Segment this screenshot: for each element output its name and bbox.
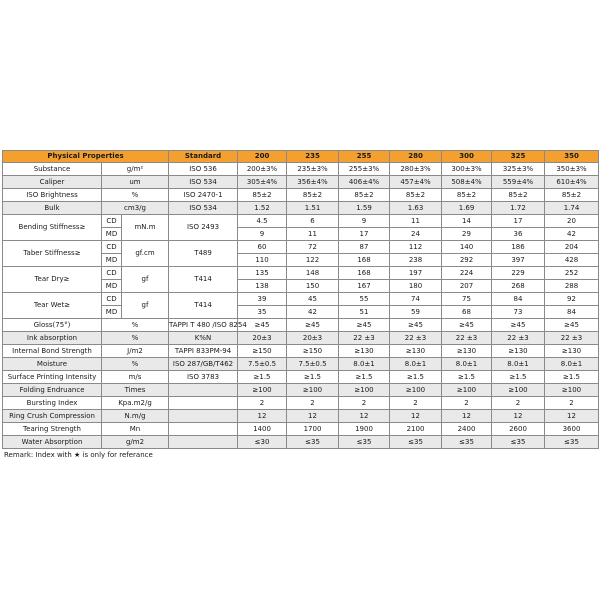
value-cell: 85±2 (339, 189, 390, 202)
value-cell: 406±4% (339, 176, 390, 189)
property-unit: gf (122, 293, 169, 319)
property-name (3, 215, 102, 241)
direction-md: MD (102, 306, 122, 319)
header-row (3, 151, 599, 163)
value-cell: 2400 (442, 423, 492, 436)
header-grade: 350 (545, 151, 599, 163)
property-standard (169, 384, 238, 397)
value-cell: ≥100 (390, 384, 442, 397)
property-name: Ink absorption (3, 332, 102, 345)
property-name: Moisture (3, 358, 102, 371)
spec-sheet (2, 150, 598, 461)
value-cell: ≥1.5 (492, 371, 545, 384)
value-cell: ≥130 (545, 345, 599, 358)
value-cell: 12 (287, 410, 339, 423)
property-unit: % (102, 358, 169, 371)
property-standard: ISO 536 (169, 163, 238, 176)
value-cell: 288 (545, 280, 599, 293)
property-standard (169, 397, 238, 410)
table-row (3, 319, 599, 332)
value-cell: 45 (287, 293, 339, 306)
direction-cd: CD (102, 215, 122, 228)
value-cell: 224 (442, 267, 492, 280)
value-cell: 12 (238, 410, 287, 423)
property-unit: cm3/g (102, 202, 169, 215)
table-row (3, 176, 599, 189)
value-cell: 1400 (238, 423, 287, 436)
value-cell: 85±2 (390, 189, 442, 202)
property-name: Ring Crush Compression (3, 410, 102, 423)
value-cell: ≥150 (238, 345, 287, 358)
value-cell: ≥45 (339, 319, 390, 332)
table-row (3, 241, 599, 254)
property-name-text: Bending Stiffness (18, 223, 80, 231)
value-cell: ≥1.5 (545, 371, 599, 384)
table-row (3, 436, 599, 449)
property-unit: % (102, 332, 169, 345)
property-name-text: Tear Wet (33, 301, 65, 309)
value-cell: 229 (492, 267, 545, 280)
value-cell: 2 (287, 397, 339, 410)
value-cell: ≥1.5 (287, 371, 339, 384)
value-cell: 2 (238, 397, 287, 410)
value-cell: 508±4% (442, 176, 492, 189)
property-name (3, 241, 102, 267)
property-standard: T414 (169, 293, 238, 319)
property-unit: Times (102, 384, 169, 397)
value-cell: 20 (545, 215, 599, 228)
value-cell: 51 (339, 306, 390, 319)
value-cell: 12 (545, 410, 599, 423)
value-cell: ≥130 (339, 345, 390, 358)
value-cell: 85±2 (238, 189, 287, 202)
property-unit: % (102, 189, 169, 202)
value-cell: 35 (238, 306, 287, 319)
min-arrow-icon: ≥ (74, 249, 81, 257)
property-name: Caliper (3, 176, 102, 189)
value-cell: 85±2 (492, 189, 545, 202)
value-cell: 3600 (545, 423, 599, 436)
property-unit: gf.cm (122, 241, 169, 267)
value-cell: 610±4% (545, 176, 599, 189)
property-name: Water Absorption (3, 436, 102, 449)
property-name: Bulk (3, 202, 102, 215)
value-cell: 84 (545, 306, 599, 319)
direction-cd: CD (102, 293, 122, 306)
value-cell: 1.52 (238, 202, 287, 215)
value-cell: 204 (545, 241, 599, 254)
property-standard (169, 436, 238, 449)
table-row (3, 163, 599, 176)
value-cell: 55 (339, 293, 390, 306)
property-unit: um (102, 176, 169, 189)
property-name: Folding Endruance (3, 384, 102, 397)
value-cell: 12 (442, 410, 492, 423)
header-grade: 255 (339, 151, 390, 163)
value-cell: 252 (545, 267, 599, 280)
table-row (3, 345, 599, 358)
value-cell: 87 (339, 241, 390, 254)
property-standard: TAPPI 833PM-94 (169, 345, 238, 358)
property-name: Internal Bond Strength (3, 345, 102, 358)
value-cell: 428 (545, 254, 599, 267)
value-cell: 8.0±1 (339, 358, 390, 371)
remark-note: Remark: Index with ★ is only for referance (4, 451, 153, 459)
value-cell: ≥100 (339, 384, 390, 397)
value-cell: ≥45 (390, 319, 442, 332)
min-arrow-icon: ≥ (64, 301, 71, 309)
value-cell: 292 (442, 254, 492, 267)
header-grade: 235 (287, 151, 339, 163)
property-name (3, 267, 102, 293)
property-name: Tearing Strength (3, 423, 102, 436)
property-unit: % (102, 319, 169, 332)
value-cell: 1.74 (545, 202, 599, 215)
value-cell: 7.5±0.5 (287, 358, 339, 371)
header-grade: 200 (238, 151, 287, 163)
value-cell: 1.69 (442, 202, 492, 215)
value-cell: ≤35 (545, 436, 599, 449)
value-cell: 9 (339, 215, 390, 228)
value-cell: 350±3% (545, 163, 599, 176)
property-standard: TAPPI T 480 /ISO 8254 (169, 319, 238, 332)
value-cell: 1700 (287, 423, 339, 436)
value-cell: 2100 (390, 423, 442, 436)
value-cell: 2 (390, 397, 442, 410)
property-name (3, 293, 102, 319)
value-cell: 207 (442, 280, 492, 293)
property-standard (169, 423, 238, 436)
value-cell: ≤35 (339, 436, 390, 449)
table-row (3, 397, 599, 410)
value-cell: 4.5 (238, 215, 287, 228)
value-cell: 20±3 (287, 332, 339, 345)
value-cell: 8.0±1 (492, 358, 545, 371)
property-name: Surface Printing Intensity (3, 371, 102, 384)
property-unit: mN.m (122, 215, 169, 241)
value-cell: ≥150 (287, 345, 339, 358)
table-row (3, 384, 599, 397)
value-cell: 2 (492, 397, 545, 410)
value-cell: 2 (545, 397, 599, 410)
value-cell: 22 ±3 (390, 332, 442, 345)
direction-md: MD (102, 254, 122, 267)
property-standard: ISO 3783 (169, 371, 238, 384)
value-cell: 22 ±3 (492, 332, 545, 345)
value-cell: ≥100 (492, 384, 545, 397)
value-cell: 29 (442, 228, 492, 241)
header-grade: 325 (492, 151, 545, 163)
value-cell: 36 (492, 228, 545, 241)
property-standard: ISO 534 (169, 176, 238, 189)
value-cell: ≤35 (287, 436, 339, 449)
value-cell: 305±4% (238, 176, 287, 189)
value-cell: 110 (238, 254, 287, 267)
table-row (3, 423, 599, 436)
table-row (3, 293, 599, 306)
table-row (3, 189, 599, 202)
value-cell: 197 (390, 267, 442, 280)
header-grade: 300 (442, 151, 492, 163)
value-cell: ≥45 (287, 319, 339, 332)
property-standard: ISO 287/GB/T462 (169, 358, 238, 371)
table-row (3, 215, 599, 228)
value-cell: 2600 (492, 423, 545, 436)
table-row (3, 410, 599, 423)
value-cell: 85±2 (442, 189, 492, 202)
value-cell: 17 (339, 228, 390, 241)
value-cell: 22 ±3 (442, 332, 492, 345)
direction-cd: CD (102, 267, 122, 280)
value-cell: 73 (492, 306, 545, 319)
value-cell: 122 (287, 254, 339, 267)
value-cell: 268 (492, 280, 545, 293)
min-arrow-icon: ≥ (63, 275, 70, 283)
value-cell: ≥45 (492, 319, 545, 332)
value-cell: 255±3% (339, 163, 390, 176)
value-cell: 167 (339, 280, 390, 293)
property-standard: T489 (169, 241, 238, 267)
value-cell: 1.51 (287, 202, 339, 215)
header-grade: 280 (390, 151, 442, 163)
value-cell: 75 (442, 293, 492, 306)
value-cell: 14 (442, 215, 492, 228)
value-cell: 325±3% (492, 163, 545, 176)
value-cell: 238 (390, 254, 442, 267)
value-cell: 397 (492, 254, 545, 267)
value-cell: 42 (287, 306, 339, 319)
table-row (3, 332, 599, 345)
value-cell: 457±4% (390, 176, 442, 189)
value-cell: 150 (287, 280, 339, 293)
table-row (3, 202, 599, 215)
value-cell: 12 (390, 410, 442, 423)
value-cell: ≥130 (390, 345, 442, 358)
value-cell: 11 (390, 215, 442, 228)
value-cell: 20±3 (238, 332, 287, 345)
value-cell: ≥45 (238, 319, 287, 332)
value-cell: 12 (339, 410, 390, 423)
value-cell: ≥45 (442, 319, 492, 332)
value-cell: 85±2 (545, 189, 599, 202)
value-cell: 148 (287, 267, 339, 280)
value-cell: 72 (287, 241, 339, 254)
value-cell: ≥100 (545, 384, 599, 397)
direction-cd: CD (102, 241, 122, 254)
value-cell: 22 ±3 (545, 332, 599, 345)
value-cell: ≥100 (442, 384, 492, 397)
property-unit: gf (122, 267, 169, 293)
value-cell: ≥1.5 (238, 371, 287, 384)
value-cell: 12 (492, 410, 545, 423)
header-standard: Standard (169, 151, 238, 163)
value-cell: 235±3% (287, 163, 339, 176)
value-cell: 186 (492, 241, 545, 254)
value-cell: ≥45 (545, 319, 599, 332)
value-cell: ≥130 (442, 345, 492, 358)
property-unit: m/s (102, 371, 169, 384)
value-cell: 24 (390, 228, 442, 241)
value-cell: 280±3% (390, 163, 442, 176)
table-row (3, 371, 599, 384)
value-cell: 8.0±1 (390, 358, 442, 371)
value-cell: 140 (442, 241, 492, 254)
value-cell: 168 (339, 254, 390, 267)
value-cell: 1900 (339, 423, 390, 436)
value-cell: ≥130 (492, 345, 545, 358)
value-cell: 168 (339, 267, 390, 280)
value-cell: 84 (492, 293, 545, 306)
value-cell: 22 ±3 (339, 332, 390, 345)
value-cell: 60 (238, 241, 287, 254)
direction-md: MD (102, 280, 122, 293)
value-cell: 68 (442, 306, 492, 319)
value-cell: 138 (238, 280, 287, 293)
property-unit: Mn (102, 423, 169, 436)
value-cell: 17 (492, 215, 545, 228)
property-standard (169, 410, 238, 423)
value-cell: 39 (238, 293, 287, 306)
value-cell: ≤35 (390, 436, 442, 449)
value-cell: ≥1.5 (442, 371, 492, 384)
value-cell: 74 (390, 293, 442, 306)
value-cell: 180 (390, 280, 442, 293)
property-unit: g/m² (102, 163, 169, 176)
table-body (3, 163, 599, 449)
value-cell: 92 (545, 293, 599, 306)
property-standard: K%N (169, 332, 238, 345)
property-standard: ISO 2493 (169, 215, 238, 241)
value-cell: 1.72 (492, 202, 545, 215)
table-row (3, 267, 599, 280)
value-cell: 112 (390, 241, 442, 254)
property-unit: N.m/g (102, 410, 169, 423)
property-standard: ISO 534 (169, 202, 238, 215)
direction-md: MD (102, 228, 122, 241)
value-cell: ≤35 (492, 436, 545, 449)
value-cell: 200±3% (238, 163, 287, 176)
value-cell: 59 (390, 306, 442, 319)
property-name: Bursting Index (3, 397, 102, 410)
value-cell: 8.0±1 (545, 358, 599, 371)
table-row (3, 358, 599, 371)
value-cell: 356±4% (287, 176, 339, 189)
value-cell: 1.63 (390, 202, 442, 215)
property-standard: ISO 2470-1 (169, 189, 238, 202)
value-cell: ≥100 (238, 384, 287, 397)
value-cell: 300±3% (442, 163, 492, 176)
value-cell: 42 (545, 228, 599, 241)
value-cell: 7.5±0.5 (238, 358, 287, 371)
property-name-text: Taber Stiffness (23, 249, 75, 257)
value-cell: 559±4% (492, 176, 545, 189)
value-cell: 135 (238, 267, 287, 280)
value-cell: ≥1.5 (339, 371, 390, 384)
value-cell: ≤30 (238, 436, 287, 449)
header-property: Physical Properties (3, 151, 169, 163)
properties-table (2, 150, 599, 449)
value-cell: ≥1.5 (390, 371, 442, 384)
min-arrow-icon: ≥ (79, 223, 86, 231)
property-name: ISO Brightness (3, 189, 102, 202)
property-standard: T414 (169, 267, 238, 293)
value-cell: 8.0±1 (442, 358, 492, 371)
property-name: Substance (3, 163, 102, 176)
property-unit: J/m2 (102, 345, 169, 358)
value-cell: 9 (238, 228, 287, 241)
property-unit: g/m2 (102, 436, 169, 449)
value-cell: 6 (287, 215, 339, 228)
value-cell: ≥100 (287, 384, 339, 397)
value-cell: 85±2 (287, 189, 339, 202)
property-unit: Kpa.m2/g (102, 397, 169, 410)
value-cell: ≤35 (442, 436, 492, 449)
value-cell: 2 (442, 397, 492, 410)
value-cell: 1.59 (339, 202, 390, 215)
value-cell: 11 (287, 228, 339, 241)
property-name-text: Tear Dry (34, 275, 64, 283)
value-cell: 2 (339, 397, 390, 410)
property-name: Gloss(75°) (3, 319, 102, 332)
